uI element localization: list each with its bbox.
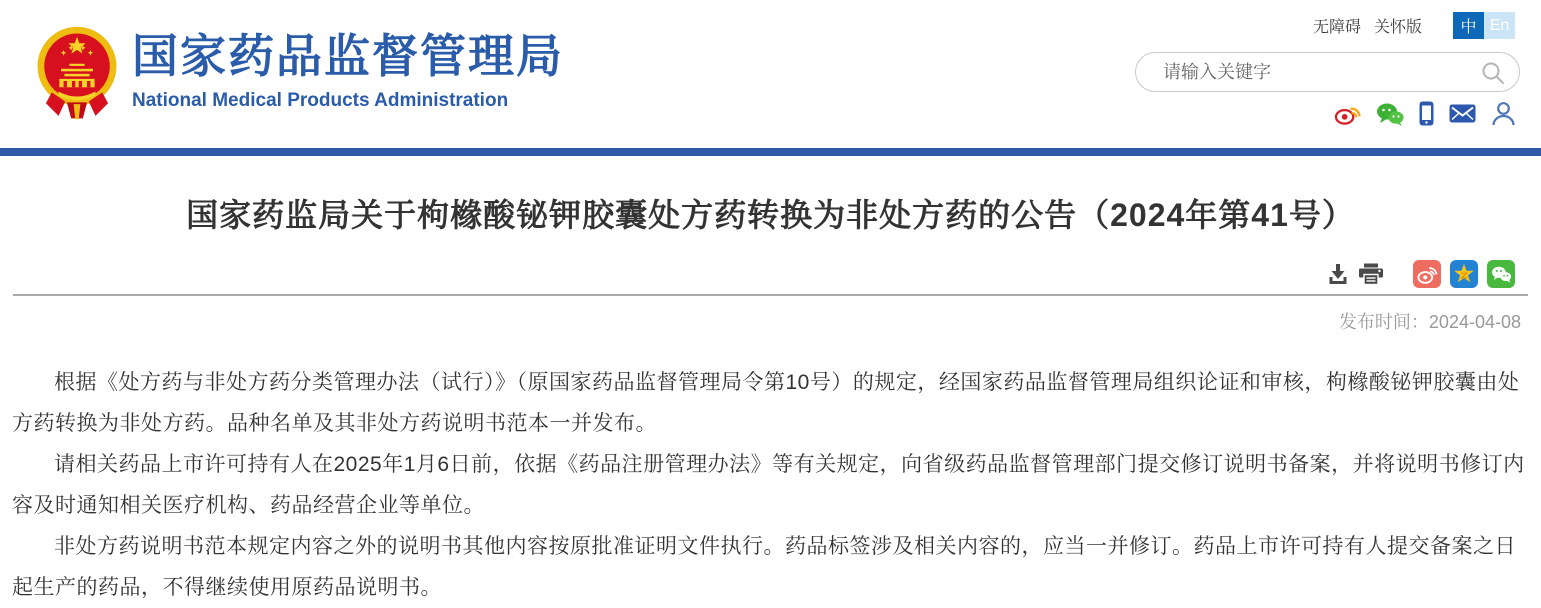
wechat-icon[interactable] <box>1376 102 1404 126</box>
article-title: 国家药监局关于枸橼酸铋钾胶囊处方药转换为非处方药的公告（2024年第41号） <box>186 197 1355 233</box>
search-icon[interactable] <box>1481 61 1505 85</box>
accessibility-link[interactable]: 无障碍 <box>1312 19 1361 36</box>
weibo-icon[interactable] <box>1334 102 1361 125</box>
title-divider <box>13 294 1528 296</box>
user-icon[interactable] <box>1491 101 1516 126</box>
care-version-link[interactable]: 关怀版 <box>1373 19 1422 36</box>
article-paragraph: 根据《处方药与非处方药分类管理办法（试行）》（原国家药品监督管理局令第10号）的规定，经国家药品监督管理局组织论证和审核，枸橼酸铋钾胶囊由处方药转换为非处方药。品种名单及其非处方药说明书范本一并发布。 <box>12 371 1520 435</box>
mail-icon[interactable] <box>1449 104 1476 123</box>
share-weibo-icon[interactable] <box>1413 260 1441 288</box>
article <box>0 194 1541 608</box>
share-qzone-icon[interactable] <box>1450 260 1478 288</box>
site-header <box>0 0 1541 148</box>
article-toolbar <box>12 260 1529 288</box>
article-paragraph: 非处方药说明书范本规定内容之外的说明书其他内容按原批准证明文件执行。药品标签涉及相关内容的，应当一并修订。药品上市许可持有人提交备案之日起生产的药品，不得继续使用原药品说明书。 <box>12 535 1516 599</box>
lang-zh-button[interactable]: 中 <box>1453 12 1484 39</box>
share-wechat-icon[interactable] <box>1487 260 1515 288</box>
publish-date: 2024-04-08 <box>1428 312 1521 332</box>
print-icon[interactable] <box>1358 263 1384 285</box>
agency-name-en: National Medical Products Administration <box>132 89 509 111</box>
site-logo[interactable] <box>35 24 564 122</box>
header-divider-bar <box>0 148 1541 156</box>
article-body <box>12 362 1529 608</box>
download-icon[interactable] <box>1327 263 1349 285</box>
publish-info <box>12 308 1529 334</box>
agency-name-zh: 国家药品监督管理局 <box>132 30 564 82</box>
publish-label: 发布时间： <box>1338 312 1429 332</box>
site-search <box>1135 52 1520 92</box>
article-paragraph: 请相关药品上市许可持有人在2025年1月6日前，依据《药品注册管理办法》等有关规定，向省级药品监督管理部门提交修订说明书备案，并将说明书修订内容及时通知相关医疗机构、药品经营企业等单位。 <box>12 453 1525 517</box>
language-switch <box>1453 12 1515 39</box>
header-top-links <box>1300 12 1515 39</box>
lang-en-button[interactable]: En <box>1484 12 1515 39</box>
header-social-icons <box>1334 101 1516 126</box>
mobile-icon[interactable] <box>1419 101 1434 126</box>
national-emblem-icon <box>35 24 119 122</box>
search-input[interactable] <box>1161 54 1471 90</box>
